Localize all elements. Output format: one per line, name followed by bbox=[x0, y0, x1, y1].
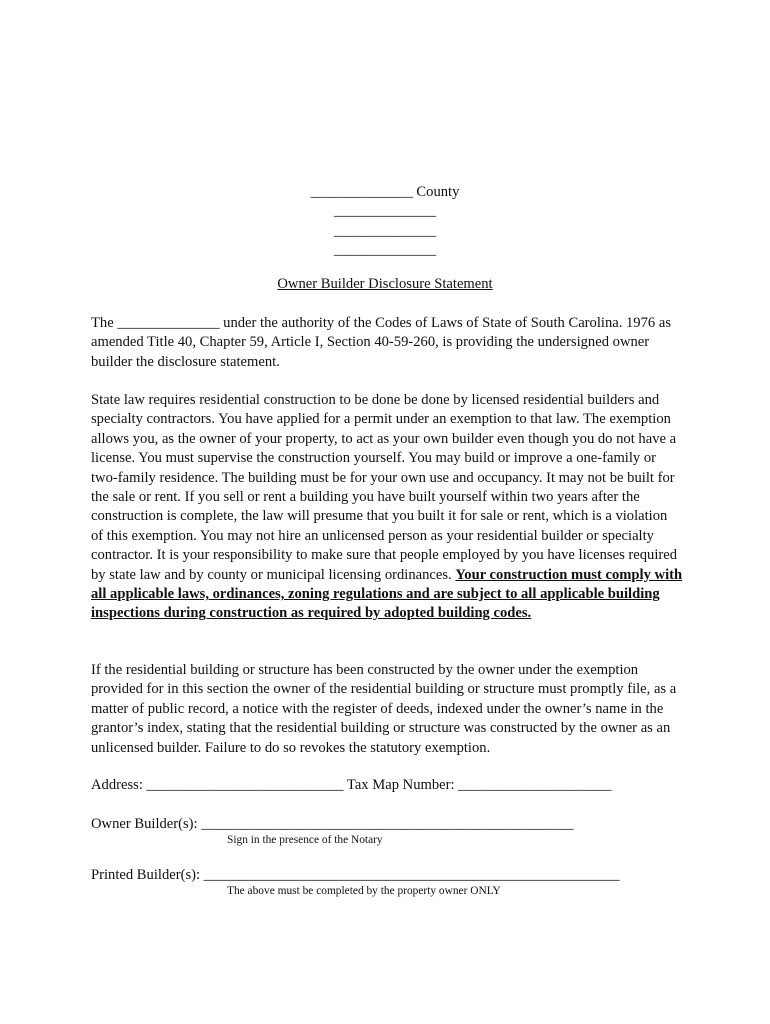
state-law-paragraph bbox=[91, 391, 683, 624]
public-record-paragraph: If the residential building or structure has been constructed by the owner under the exemption provided for in this section the owner of the residential building or structure must promptly file, as a matter of public record, a notice with the register of deeds, indexed under the owner’s name in the grantor’s index, stating that the residential building or structure was constructed by the owner as an unlicensed builder. Failure to do so revokes the statutory exemption. bbox=[91, 662, 677, 756]
printed-builder-field: Printed Builder(s): _________________________________________________________ bbox=[91, 867, 620, 883]
header-blank-line: ______________ bbox=[333, 242, 437, 259]
county-line: ______________ County bbox=[310, 184, 460, 200]
document-title: Owner Builder Disclosure Statement bbox=[277, 276, 493, 292]
county-header bbox=[0, 183, 770, 261]
owner-builder-signature-field: Owner Builder(s): ___________________________________________________ bbox=[91, 816, 574, 832]
state-law-text: State law requires residential construction to be done be done by licensed residential builders and specialty contractors. You have applied for a permit under an exemption to that law. The exemption allows you, as the owner of your property, to act as your own builder even though you do not have a license. You must supervise the construction yourself. You may build or improve a one-family or two-family residence. The building must be for your own use and occupancy. It may not be built for the sale or rent. If you sell or rent a building you have built yourself within two years after the construction is complete, the law will presume that you built it for sale or rent, which is a violation of this exemption. You may not hire an unlicensed person as your residential builder or specialty contractor. It is your responsibility to make sure that people employed by you have licenses required by state law and by county or municipal licensing ordinances. bbox=[91, 392, 678, 583]
property-owner-note: The above must be completed by the property owner ONLY bbox=[227, 885, 501, 897]
notary-note: Sign in the presence of the Notary bbox=[227, 834, 383, 846]
address-tax-map-field: Address: ___________________________ Tax Map Number: _____________________ bbox=[91, 777, 612, 793]
header-blank-line: ______________ bbox=[333, 203, 437, 220]
intro-paragraph: The ______________ under the authority of the Codes of Laws of State of South Carolina. 1976 as amended Title 40, Chapter 59, Article I, Section 40-59-260, is providing the undersigned owner builder the disclosure statement. bbox=[91, 315, 672, 370]
header-blank-line: ______________ bbox=[333, 222, 437, 239]
compliance-emphasis: Your construction must comply with all applicable laws, ordinances, zoning regulations and are subject to all applicable building inspections during construction as required by adopted building codes. bbox=[91, 566, 683, 622]
